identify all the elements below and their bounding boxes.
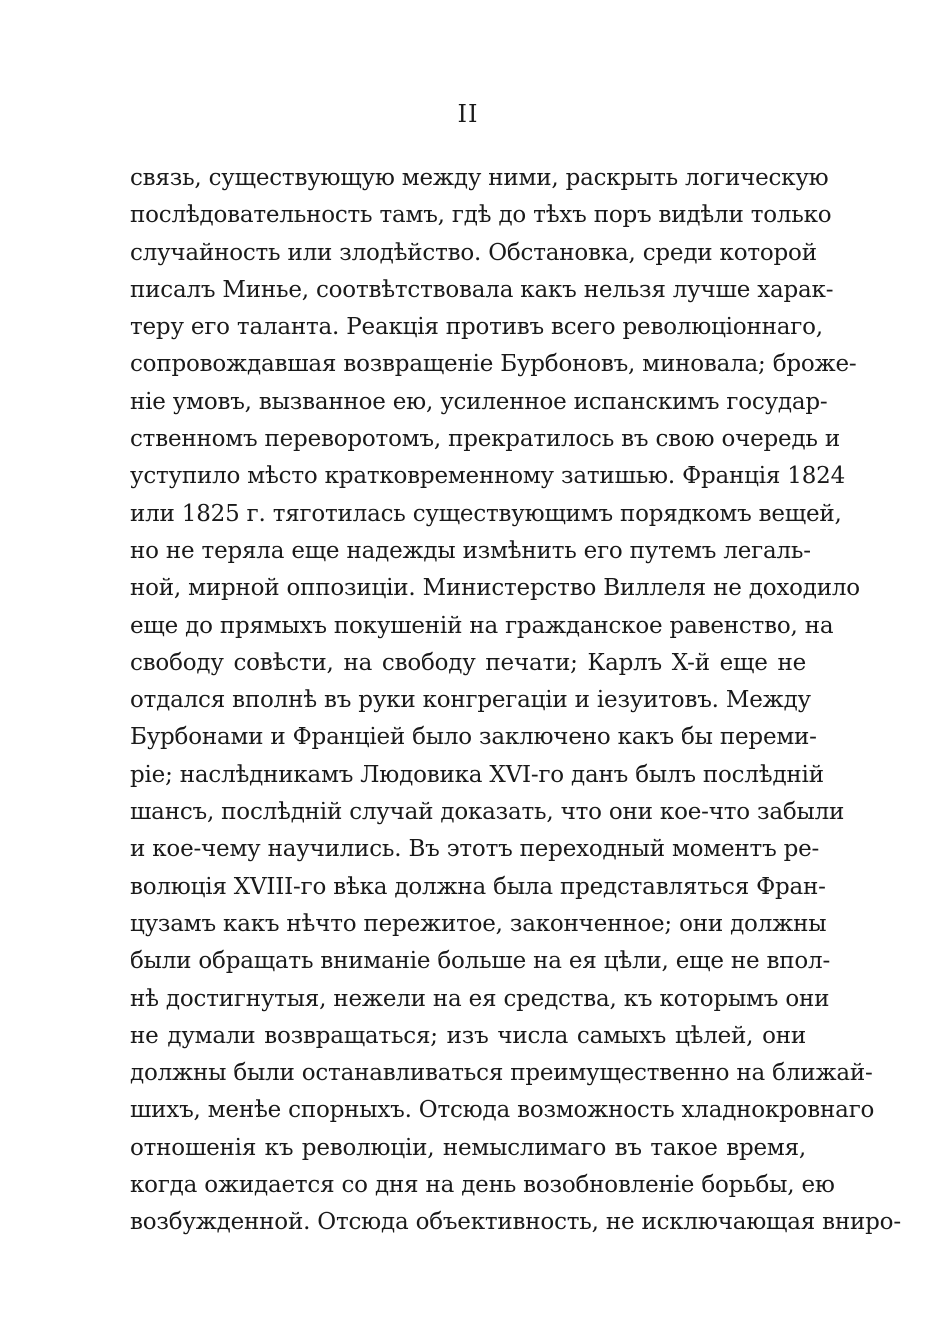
text-line: когда ожидается со дня на день возобновленіе борьбы, ею	[130, 1172, 835, 1199]
text-line: ріе; наслѣдникамъ Людовика XVI-го данъ былъ послѣдній	[130, 761, 824, 788]
text-line: Бурбонами и Франціей было заключено какъ бы переми-	[130, 724, 817, 751]
text-line: сопровождавшая возвращеніе Бурбоновъ, миновала; броже-	[130, 351, 857, 378]
text-line: но не теряла еще надежды измѣнить его путемъ легаль-	[130, 537, 811, 564]
text-line: свободу совѣсти, на свободу печати; Карлъ X-й еще не	[130, 649, 806, 676]
page-number: II	[457, 100, 479, 128]
text-line: шансъ, послѣдній случай доказать, что они кое-что забыли	[130, 799, 845, 826]
text-line: еще до прямыхъ покушеній на гражданское равенство, на	[130, 612, 834, 639]
text-line: теру его таланта. Реакція противъ всего революціоннаго,	[130, 314, 823, 341]
text-line: или 1825 г. тяготилась существующимъ порядкомъ вещей,	[130, 500, 842, 527]
text-line: волюція XVIII-го вѣка должна была представляться Фран-	[130, 873, 826, 900]
text-line: ніе умовъ, вызванное ею, усиленное испанскимъ государ-	[130, 388, 828, 415]
text-line: должны были останавливаться преимущественно на ближай-	[130, 1060, 873, 1087]
text-line: послѣдовательность тамъ, гдѣ до тѣхъ поръ видѣли только	[130, 202, 832, 229]
text-line: цузамъ какъ нѣчто пережитое, законченное; они должны	[130, 910, 827, 937]
text-line: шихъ, менѣе спорныхъ. Отсюда возможность хладнокровнаго	[130, 1097, 875, 1124]
text-line: ной, мирной оппозиціи. Министерство Виллеля не доходило	[130, 575, 860, 602]
body-text	[130, 160, 901, 1242]
text-line: и кое-чему научились. Въ этотъ переходный моментъ ре-	[130, 836, 820, 863]
text-line: отдался вполнѣ въ руки конгрегаціи и іезуитовъ. Между	[130, 687, 811, 714]
text-line: возбужденной. Отсюда объективность, не исключающая вниро-	[130, 1209, 901, 1236]
text-line: отношенія къ революціи, немыслимаго въ такое время,	[130, 1134, 806, 1161]
text-line: случайность или злодѣйство. Обстановка, среди которой	[130, 239, 817, 266]
text-line: уступило мѣсто кратковременному затишью. Франція 1824	[130, 463, 846, 490]
text-line: ственномъ переворотомъ, прекратилось въ свою очередь и	[130, 426, 840, 453]
text-line: писалъ Минье, соотвѣтствовала какъ нельзя лучше харак-	[130, 276, 834, 303]
text-line: не думали возвращаться; изъ числа самыхъ цѣлей, они	[130, 1022, 806, 1049]
text-line: связь, существующую между ними, раскрыть логическую	[130, 165, 829, 191]
text-line: были обращать вниманіе больше на ея цѣли, еще не впол-	[130, 948, 831, 975]
text-line: нѣ достигнутыя, нежели на ея средства, къ которымъ они	[130, 985, 830, 1012]
